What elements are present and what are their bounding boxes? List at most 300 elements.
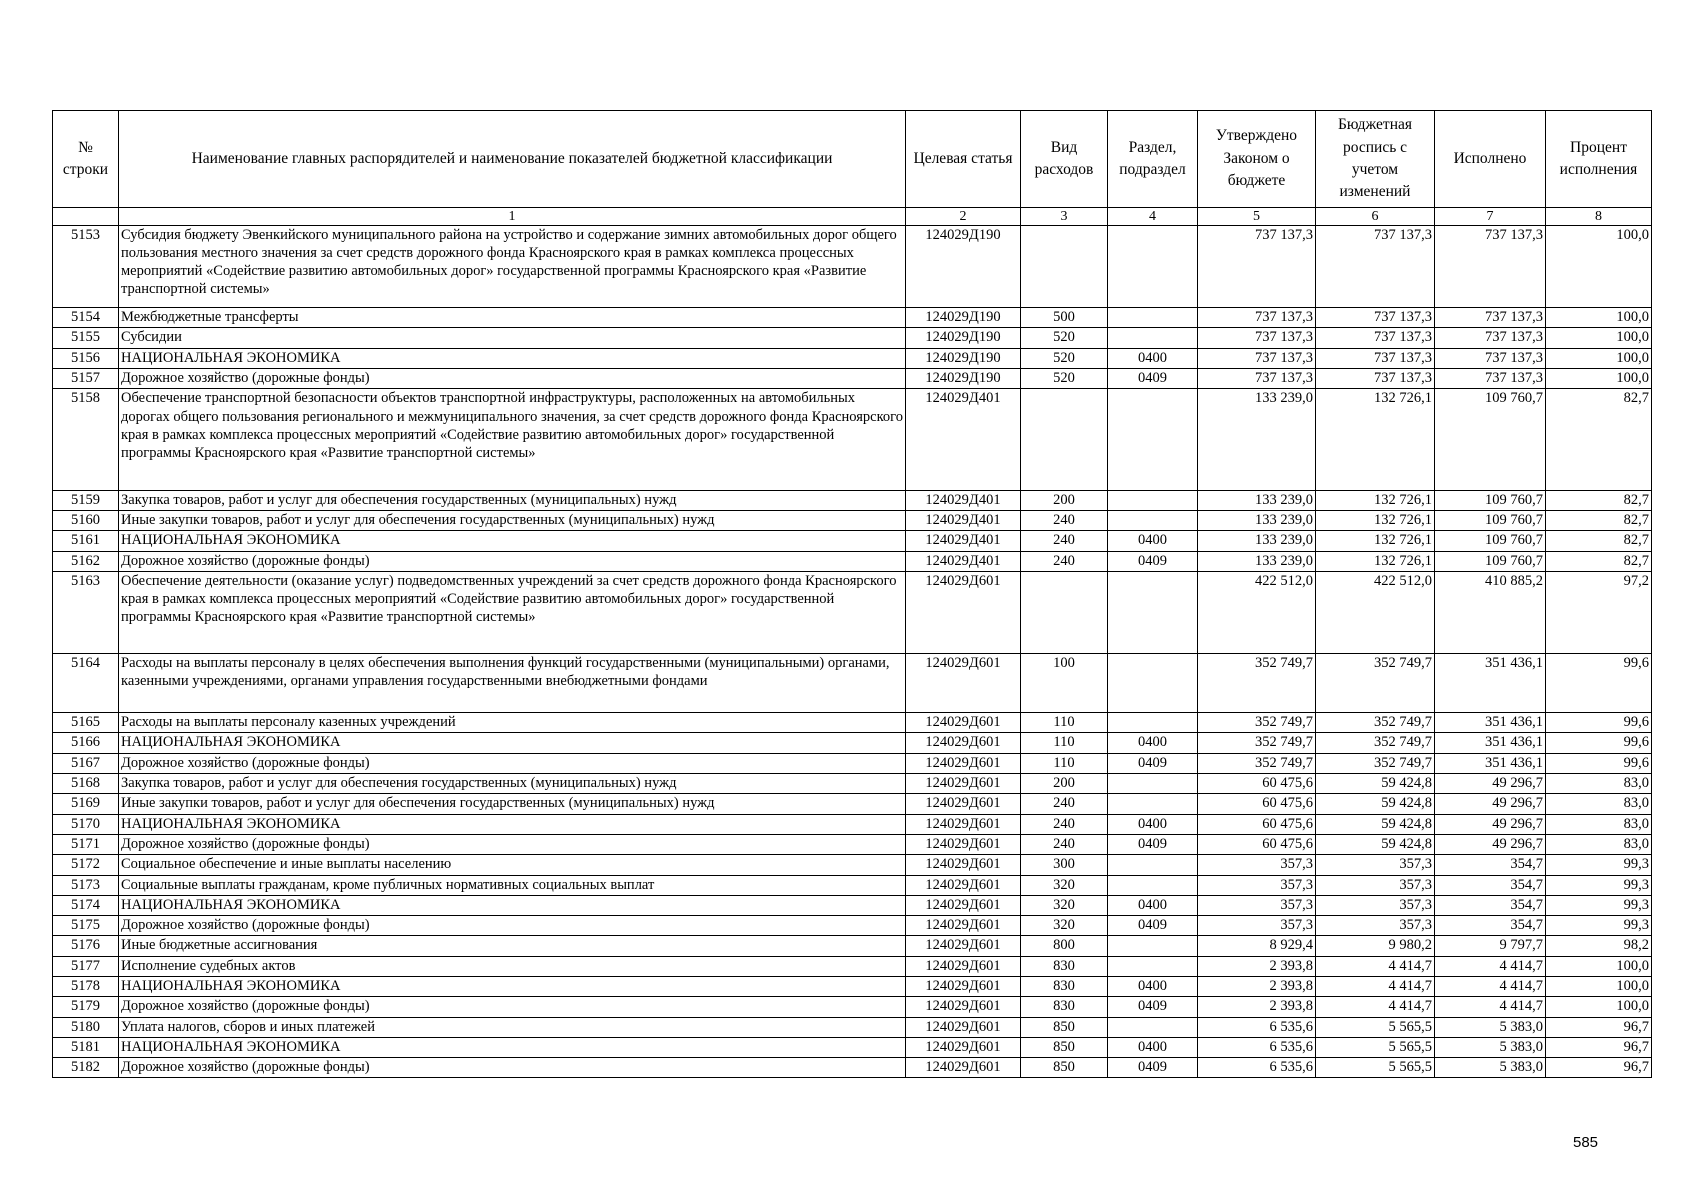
cell-section — [1108, 794, 1198, 814]
cell-expense-type — [1021, 389, 1108, 491]
cell-budget-list: 5 565,5 — [1316, 1017, 1435, 1037]
header-budget-list: Бюджетная роспись с учетом изменений — [1316, 111, 1435, 208]
cell-percent: 100,0 — [1546, 977, 1652, 997]
cell-executed: 4 414,7 — [1435, 977, 1546, 997]
cell-percent: 83,0 — [1546, 814, 1652, 834]
cell-target-article: 124029Д601 — [906, 753, 1021, 773]
table-row — [53, 834, 1652, 854]
cell-row-no: 5178 — [53, 977, 119, 997]
cell-target-article: 124029Д601 — [906, 794, 1021, 814]
cell-expense-type: 830 — [1021, 997, 1108, 1017]
column-number: 2 — [906, 208, 1021, 226]
cell-name: Субсидия бюджету Эвенкийского муниципального района на устройство и содержание зимних автомобильных дорог общего пользования местного значения за счет средств дорожного фонда Красноярского края в рамках комплекса процессных мероприятий «Содействие развитию автомобильных дорог» государственной программы Красноярского края «Развитие транспортной системы» — [119, 226, 906, 308]
header-percent: Процент исполнения — [1546, 111, 1652, 208]
cell-section: 0409 — [1108, 997, 1198, 1017]
cell-expense-type: 850 — [1021, 1058, 1108, 1078]
cell-approved: 357,3 — [1198, 855, 1316, 875]
cell-row-no: 5170 — [53, 814, 119, 834]
cell-target-article: 124029Д190 — [906, 308, 1021, 328]
cell-executed: 4 414,7 — [1435, 956, 1546, 976]
cell-percent: 99,3 — [1546, 895, 1652, 915]
cell-section: 0400 — [1108, 531, 1198, 551]
cell-approved: 737 137,3 — [1198, 226, 1316, 308]
cell-executed: 354,7 — [1435, 916, 1546, 936]
cell-row-no: 5163 — [53, 572, 119, 654]
cell-percent: 98,2 — [1546, 936, 1652, 956]
cell-row-no: 5177 — [53, 956, 119, 976]
cell-budget-list: 132 726,1 — [1316, 531, 1435, 551]
cell-target-article: 124029Д601 — [906, 834, 1021, 854]
table-row — [53, 369, 1652, 389]
table-row — [53, 328, 1652, 348]
cell-budget-list: 357,3 — [1316, 895, 1435, 915]
header-row — [53, 111, 1652, 208]
column-number: 1 — [119, 208, 906, 226]
cell-percent: 99,3 — [1546, 855, 1652, 875]
cell-target-article: 124029Д601 — [906, 916, 1021, 936]
cell-budget-list: 737 137,3 — [1316, 308, 1435, 328]
cell-executed: 351 436,1 — [1435, 733, 1546, 753]
cell-percent: 97,2 — [1546, 572, 1652, 654]
table-row — [53, 1017, 1652, 1037]
cell-name: Закупка товаров, работ и услуг для обеспечения государственных (муниципальных) нужд — [119, 490, 906, 510]
cell-row-no: 5173 — [53, 875, 119, 895]
cell-executed: 49 296,7 — [1435, 814, 1546, 834]
cell-expense-type — [1021, 572, 1108, 654]
cell-expense-type: 520 — [1021, 369, 1108, 389]
cell-expense-type: 830 — [1021, 977, 1108, 997]
cell-target-article: 124029Д601 — [906, 814, 1021, 834]
cell-percent: 96,7 — [1546, 1017, 1652, 1037]
table-row — [53, 308, 1652, 328]
cell-budget-list: 357,3 — [1316, 875, 1435, 895]
cell-executed: 737 137,3 — [1435, 369, 1546, 389]
cell-approved: 352 749,7 — [1198, 654, 1316, 713]
header-row-no: № строки — [53, 111, 119, 208]
cell-section — [1108, 956, 1198, 976]
cell-target-article: 124029Д401 — [906, 490, 1021, 510]
cell-name: Иные закупки товаров, работ и услуг для обеспечения государственных (муниципальных) нужд — [119, 511, 906, 531]
cell-section — [1108, 490, 1198, 510]
cell-budget-list: 352 749,7 — [1316, 733, 1435, 753]
cell-target-article: 124029Д401 — [906, 531, 1021, 551]
header-approved: Утверждено Законом о бюджете — [1198, 111, 1316, 208]
cell-executed: 737 137,3 — [1435, 348, 1546, 368]
cell-budget-list: 59 424,8 — [1316, 814, 1435, 834]
cell-target-article: 124029Д601 — [906, 654, 1021, 713]
table-row — [53, 511, 1652, 531]
column-number: 8 — [1546, 208, 1652, 226]
cell-target-article: 124029Д190 — [906, 369, 1021, 389]
cell-executed: 5 383,0 — [1435, 1037, 1546, 1057]
cell-approved: 737 137,3 — [1198, 328, 1316, 348]
cell-approved: 357,3 — [1198, 875, 1316, 895]
cell-section — [1108, 328, 1198, 348]
table-row — [53, 551, 1652, 571]
cell-row-no: 5157 — [53, 369, 119, 389]
cell-executed: 109 760,7 — [1435, 531, 1546, 551]
cell-section: 0409 — [1108, 753, 1198, 773]
cell-approved: 352 749,7 — [1198, 713, 1316, 733]
column-number: 6 — [1316, 208, 1435, 226]
cell-row-no: 5174 — [53, 895, 119, 915]
table-row — [53, 733, 1652, 753]
cell-executed: 354,7 — [1435, 875, 1546, 895]
cell-section: 0400 — [1108, 814, 1198, 834]
cell-executed: 4 414,7 — [1435, 997, 1546, 1017]
cell-name: Дорожное хозяйство (дорожные фонды) — [119, 916, 906, 936]
cell-name: Уплата налогов, сборов и иных платежей — [119, 1017, 906, 1037]
cell-name: Расходы на выплаты персоналу в целях обеспечения выполнения функций государственными (муниципальными) органами, казенными учреждениями, органами управления государственными внебюджетными фондами — [119, 654, 906, 713]
cell-expense-type: 240 — [1021, 814, 1108, 834]
cell-target-article: 124029Д601 — [906, 956, 1021, 976]
cell-section: 0409 — [1108, 1058, 1198, 1078]
cell-percent: 100,0 — [1546, 348, 1652, 368]
cell-executed: 9 797,7 — [1435, 936, 1546, 956]
table-body — [53, 226, 1652, 1078]
cell-budget-list: 5 565,5 — [1316, 1058, 1435, 1078]
cell-target-article: 124029Д601 — [906, 977, 1021, 997]
cell-approved: 737 137,3 — [1198, 369, 1316, 389]
cell-executed: 354,7 — [1435, 855, 1546, 875]
cell-row-no: 5164 — [53, 654, 119, 713]
cell-name: Дорожное хозяйство (дорожные фонды) — [119, 369, 906, 389]
column-numbers-row — [53, 208, 1652, 226]
budget-table — [52, 110, 1652, 1078]
cell-expense-type: 110 — [1021, 733, 1108, 753]
cell-budget-list: 737 137,3 — [1316, 328, 1435, 348]
cell-executed: 351 436,1 — [1435, 753, 1546, 773]
cell-expense-type: 200 — [1021, 490, 1108, 510]
cell-expense-type: 520 — [1021, 328, 1108, 348]
table-row — [53, 389, 1652, 491]
header-name: Наименование главных распорядителей и наименование показателей бюджетной классификации — [119, 111, 906, 208]
cell-expense-type: 850 — [1021, 1037, 1108, 1057]
cell-budget-list: 132 726,1 — [1316, 389, 1435, 491]
cell-row-no: 5175 — [53, 916, 119, 936]
column-number: 7 — [1435, 208, 1546, 226]
cell-section — [1108, 774, 1198, 794]
cell-name: НАЦИОНАЛЬНАЯ ЭКОНОМИКА — [119, 733, 906, 753]
cell-expense-type — [1021, 226, 1108, 308]
cell-row-no: 5171 — [53, 834, 119, 854]
cell-budget-list: 9 980,2 — [1316, 936, 1435, 956]
table-row — [53, 814, 1652, 834]
cell-executed: 410 885,2 — [1435, 572, 1546, 654]
cell-name: Закупка товаров, работ и услуг для обеспечения государственных (муниципальных) нужд — [119, 774, 906, 794]
cell-target-article: 124029Д601 — [906, 774, 1021, 794]
cell-row-no: 5168 — [53, 774, 119, 794]
header-target-article: Целевая статья — [906, 111, 1021, 208]
cell-executed: 351 436,1 — [1435, 713, 1546, 733]
cell-target-article: 124029Д190 — [906, 328, 1021, 348]
cell-approved: 60 475,6 — [1198, 774, 1316, 794]
cell-expense-type: 830 — [1021, 956, 1108, 976]
cell-budget-list: 5 565,5 — [1316, 1037, 1435, 1057]
cell-target-article: 124029Д601 — [906, 572, 1021, 654]
cell-budget-list: 4 414,7 — [1316, 956, 1435, 976]
cell-row-no: 5167 — [53, 753, 119, 773]
cell-row-no: 5179 — [53, 997, 119, 1017]
cell-expense-type: 800 — [1021, 936, 1108, 956]
cell-approved: 737 137,3 — [1198, 348, 1316, 368]
cell-executed: 49 296,7 — [1435, 794, 1546, 814]
cell-name: Обеспечение деятельности (оказание услуг) подведомственных учреждений за счет средств дорожного фонда Красноярского края в рамках комплекса процессных мероприятий «Содействие развитию автомобильных дорог» государственной программы Красноярского края «Развитие транспортной системы» — [119, 572, 906, 654]
header-executed: Исполнено — [1435, 111, 1546, 208]
cell-budget-list: 4 414,7 — [1316, 997, 1435, 1017]
cell-section: 0400 — [1108, 348, 1198, 368]
cell-percent: 83,0 — [1546, 794, 1652, 814]
cell-section: 0400 — [1108, 733, 1198, 753]
cell-name: Дорожное хозяйство (дорожные фонды) — [119, 1058, 906, 1078]
cell-percent: 100,0 — [1546, 997, 1652, 1017]
cell-target-article: 124029Д601 — [906, 855, 1021, 875]
cell-name: НАЦИОНАЛЬНАЯ ЭКОНОМИКА — [119, 895, 906, 915]
cell-name: Дорожное хозяйство (дорожные фонды) — [119, 997, 906, 1017]
cell-row-no: 5169 — [53, 794, 119, 814]
cell-target-article: 124029Д601 — [906, 713, 1021, 733]
cell-name: НАЦИОНАЛЬНАЯ ЭКОНОМИКА — [119, 348, 906, 368]
cell-section — [1108, 511, 1198, 531]
cell-approved: 737 137,3 — [1198, 308, 1316, 328]
table-row — [53, 1037, 1652, 1057]
cell-executed: 109 760,7 — [1435, 511, 1546, 531]
cell-section: 0409 — [1108, 916, 1198, 936]
cell-name: Межбюджетные трансферты — [119, 308, 906, 328]
table-row — [53, 226, 1652, 308]
cell-section — [1108, 713, 1198, 733]
cell-name: Расходы на выплаты персоналу казенных учреждений — [119, 713, 906, 733]
cell-budget-list: 59 424,8 — [1316, 774, 1435, 794]
cell-target-article: 124029Д401 — [906, 551, 1021, 571]
cell-section — [1108, 936, 1198, 956]
cell-name: Иные бюджетные ассигнования — [119, 936, 906, 956]
cell-budget-list: 4 414,7 — [1316, 977, 1435, 997]
cell-target-article: 124029Д601 — [906, 875, 1021, 895]
cell-row-no: 5166 — [53, 733, 119, 753]
cell-target-article: 124029Д190 — [906, 226, 1021, 308]
cell-percent: 82,7 — [1546, 511, 1652, 531]
cell-name: Дорожное хозяйство (дорожные фонды) — [119, 551, 906, 571]
cell-row-no: 5181 — [53, 1037, 119, 1057]
cell-section: 0400 — [1108, 895, 1198, 915]
table-row — [53, 895, 1652, 915]
table-row — [53, 875, 1652, 895]
cell-row-no: 5162 — [53, 551, 119, 571]
cell-executed: 5 383,0 — [1435, 1058, 1546, 1078]
table-row — [53, 936, 1652, 956]
cell-executed: 737 137,3 — [1435, 308, 1546, 328]
cell-name: Обеспечение транспортной безопасности объектов транспортной инфраструктуры, расположенных на автомобильных дорогах общего пользования регионального и межмуниципального значения, за счет средств дорожного фонда Красноярского края в рамках комплекса процессных мероприятий «Содействие развитию автомобильных дорог» государственной программы Красноярского края «Развитие транспортной системы» — [119, 389, 906, 491]
cell-budget-list: 357,3 — [1316, 916, 1435, 936]
cell-percent: 99,6 — [1546, 753, 1652, 773]
cell-budget-list: 132 726,1 — [1316, 490, 1435, 510]
cell-percent: 99,6 — [1546, 654, 1652, 713]
cell-approved: 6 535,6 — [1198, 1017, 1316, 1037]
cell-target-article: 124029Д601 — [906, 733, 1021, 753]
cell-expense-type: 240 — [1021, 511, 1108, 531]
column-number: 5 — [1198, 208, 1316, 226]
cell-budget-list: 737 137,3 — [1316, 369, 1435, 389]
cell-target-article: 124029Д601 — [906, 895, 1021, 915]
cell-row-no: 5158 — [53, 389, 119, 491]
cell-row-no: 5160 — [53, 511, 119, 531]
column-number: 4 — [1108, 208, 1198, 226]
cell-target-article: 124029Д401 — [906, 389, 1021, 491]
cell-budget-list: 352 749,7 — [1316, 654, 1435, 713]
cell-approved: 6 535,6 — [1198, 1058, 1316, 1078]
cell-row-no: 5176 — [53, 936, 119, 956]
cell-percent: 83,0 — [1546, 834, 1652, 854]
table-row — [53, 774, 1652, 794]
cell-approved: 6 535,6 — [1198, 1037, 1316, 1057]
cell-target-article: 124029Д601 — [906, 1037, 1021, 1057]
cell-target-article: 124029Д601 — [906, 1017, 1021, 1037]
column-number: 3 — [1021, 208, 1108, 226]
cell-approved: 133 239,0 — [1198, 389, 1316, 491]
cell-row-no: 5165 — [53, 713, 119, 733]
cell-approved: 2 393,8 — [1198, 977, 1316, 997]
cell-executed: 49 296,7 — [1435, 834, 1546, 854]
cell-section — [1108, 389, 1198, 491]
cell-approved: 357,3 — [1198, 895, 1316, 915]
cell-approved: 133 239,0 — [1198, 551, 1316, 571]
table-row — [53, 713, 1652, 733]
cell-budget-list: 357,3 — [1316, 855, 1435, 875]
cell-expense-type: 240 — [1021, 834, 1108, 854]
cell-name: Исполнение судебных актов — [119, 956, 906, 976]
cell-expense-type: 320 — [1021, 916, 1108, 936]
cell-expense-type: 300 — [1021, 855, 1108, 875]
cell-section — [1108, 572, 1198, 654]
cell-executed: 109 760,7 — [1435, 490, 1546, 510]
cell-name: НАЦИОНАЛЬНАЯ ЭКОНОМИКА — [119, 1037, 906, 1057]
cell-row-no: 5180 — [53, 1017, 119, 1037]
cell-section — [1108, 308, 1198, 328]
cell-section: 0409 — [1108, 834, 1198, 854]
cell-expense-type: 200 — [1021, 774, 1108, 794]
table-row — [53, 956, 1652, 976]
cell-budget-list: 352 749,7 — [1316, 753, 1435, 773]
cell-executed: 109 760,7 — [1435, 389, 1546, 491]
cell-percent: 82,7 — [1546, 490, 1652, 510]
table-row — [53, 1058, 1652, 1078]
cell-expense-type: 850 — [1021, 1017, 1108, 1037]
cell-percent: 96,7 — [1546, 1058, 1652, 1078]
header-expense-type: Вид расходов — [1021, 111, 1108, 208]
cell-executed: 5 383,0 — [1435, 1017, 1546, 1037]
cell-row-no: 5161 — [53, 531, 119, 551]
cell-executed: 737 137,3 — [1435, 328, 1546, 348]
cell-approved: 422 512,0 — [1198, 572, 1316, 654]
cell-section — [1108, 855, 1198, 875]
cell-expense-type: 320 — [1021, 875, 1108, 895]
cell-row-no: 5154 — [53, 308, 119, 328]
table-row — [53, 348, 1652, 368]
table-row — [53, 977, 1652, 997]
cell-approved: 133 239,0 — [1198, 490, 1316, 510]
table-row — [53, 997, 1652, 1017]
cell-expense-type: 240 — [1021, 551, 1108, 571]
cell-budget-list: 59 424,8 — [1316, 834, 1435, 854]
cell-name: Социальное обеспечение и иные выплаты населению — [119, 855, 906, 875]
cell-percent: 99,6 — [1546, 733, 1652, 753]
cell-expense-type: 520 — [1021, 348, 1108, 368]
cell-target-article: 124029Д601 — [906, 936, 1021, 956]
cell-approved: 8 929,4 — [1198, 936, 1316, 956]
cell-percent: 100,0 — [1546, 328, 1652, 348]
cell-budget-list: 737 137,3 — [1316, 348, 1435, 368]
cell-approved: 2 393,8 — [1198, 956, 1316, 976]
table-row — [53, 916, 1652, 936]
table-row — [53, 794, 1652, 814]
cell-expense-type: 110 — [1021, 753, 1108, 773]
cell-section: 0409 — [1108, 551, 1198, 571]
cell-percent: 99,3 — [1546, 875, 1652, 895]
cell-budget-list: 422 512,0 — [1316, 572, 1435, 654]
cell-budget-list: 132 726,1 — [1316, 511, 1435, 531]
page-number: 585 — [1573, 1134, 1599, 1151]
cell-approved: 352 749,7 — [1198, 753, 1316, 773]
cell-expense-type: 100 — [1021, 654, 1108, 713]
cell-name: Дорожное хозяйство (дорожные фонды) — [119, 753, 906, 773]
cell-approved: 352 749,7 — [1198, 733, 1316, 753]
cell-percent: 82,7 — [1546, 389, 1652, 491]
cell-name: Дорожное хозяйство (дорожные фонды) — [119, 834, 906, 854]
cell-percent: 82,7 — [1546, 531, 1652, 551]
cell-percent: 96,7 — [1546, 1037, 1652, 1057]
cell-name: Социальные выплаты гражданам, кроме публичных нормативных социальных выплат — [119, 875, 906, 895]
cell-expense-type: 110 — [1021, 713, 1108, 733]
cell-percent: 100,0 — [1546, 956, 1652, 976]
cell-name: Иные закупки товаров, работ и услуг для обеспечения государственных (муниципальных) нужд — [119, 794, 906, 814]
column-number — [53, 208, 119, 226]
cell-percent: 99,3 — [1546, 916, 1652, 936]
cell-name: НАЦИОНАЛЬНАЯ ЭКОНОМИКА — [119, 814, 906, 834]
cell-percent: 83,0 — [1546, 774, 1652, 794]
cell-target-article: 124029Д601 — [906, 1058, 1021, 1078]
cell-executed: 354,7 — [1435, 895, 1546, 915]
table-row — [53, 753, 1652, 773]
table-row — [53, 654, 1652, 713]
cell-section: 0409 — [1108, 369, 1198, 389]
cell-section: 0400 — [1108, 1037, 1198, 1057]
cell-section — [1108, 654, 1198, 713]
cell-target-article: 124029Д401 — [906, 511, 1021, 531]
cell-percent: 100,0 — [1546, 308, 1652, 328]
cell-name: Субсидии — [119, 328, 906, 348]
cell-section — [1108, 875, 1198, 895]
cell-percent: 100,0 — [1546, 226, 1652, 308]
cell-approved: 60 475,6 — [1198, 794, 1316, 814]
cell-target-article: 124029Д601 — [906, 997, 1021, 1017]
cell-section — [1108, 1017, 1198, 1037]
cell-approved: 133 239,0 — [1198, 511, 1316, 531]
cell-approved: 60 475,6 — [1198, 814, 1316, 834]
cell-budget-list: 59 424,8 — [1316, 794, 1435, 814]
cell-name: НАЦИОНАЛЬНАЯ ЭКОНОМИКА — [119, 531, 906, 551]
table-row — [53, 490, 1652, 510]
cell-row-no: 5159 — [53, 490, 119, 510]
cell-percent: 100,0 — [1546, 369, 1652, 389]
cell-approved: 133 239,0 — [1198, 531, 1316, 551]
cell-row-no: 5156 — [53, 348, 119, 368]
cell-row-no: 5155 — [53, 328, 119, 348]
cell-name: НАЦИОНАЛЬНАЯ ЭКОНОМИКА — [119, 977, 906, 997]
cell-approved: 2 393,8 — [1198, 997, 1316, 1017]
cell-approved: 357,3 — [1198, 916, 1316, 936]
cell-section — [1108, 226, 1198, 308]
